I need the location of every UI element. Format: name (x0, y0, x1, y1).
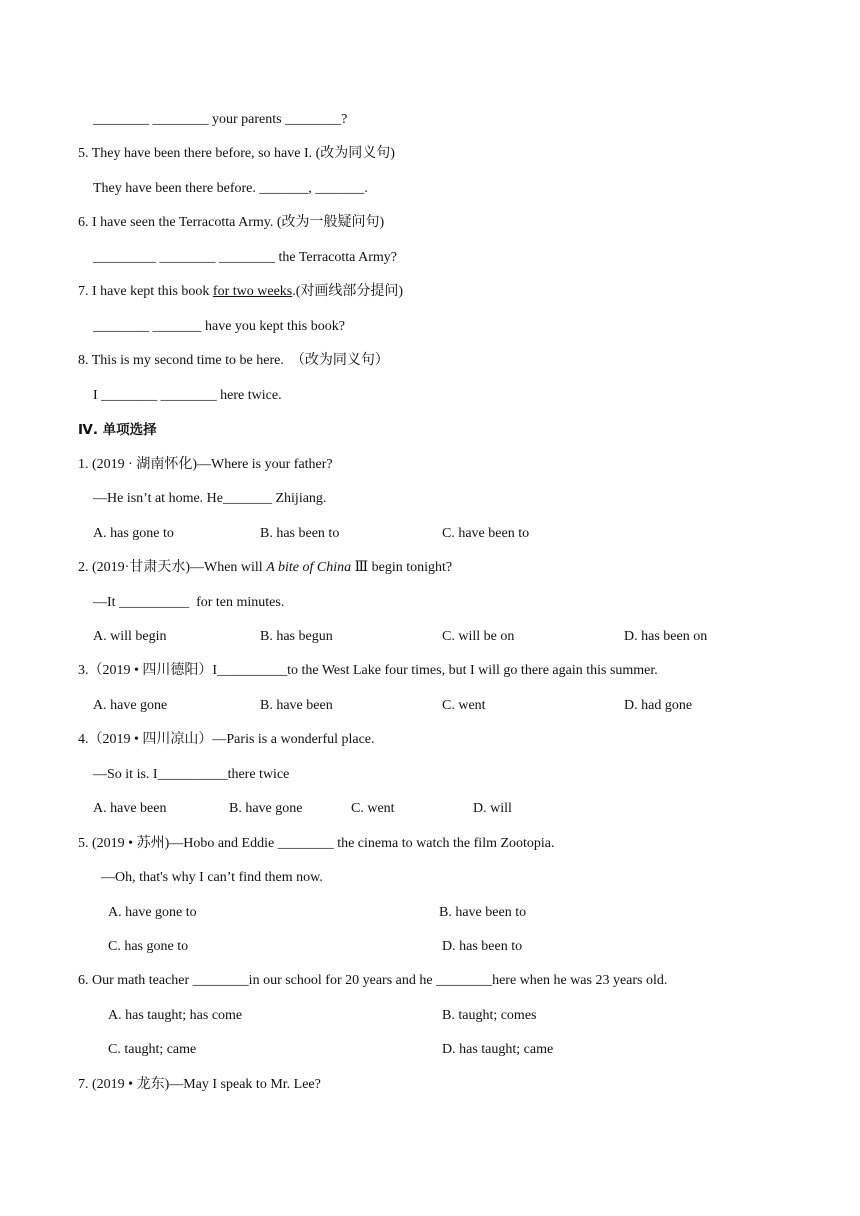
q4-answer-line: ________ ________ your parents ________? (93, 112, 348, 127)
mc2-reply-end: for ten minutes. (189, 595, 285, 610)
mc5-option-a: A. have gone to (108, 905, 197, 920)
mc4-option-c: C. went (351, 801, 395, 816)
mc-question-6: 6. Our math teacher ________in our school for 20 years and he ________here when he was 23 years old. (78, 973, 668, 988)
mc-question-5-reply: —Oh, that's why I can’t find them now. (101, 870, 323, 885)
section-heading: Ⅳ. 单项选择 (78, 422, 157, 438)
mc3-option-d: D. had gone (624, 698, 693, 713)
mc-question-7: 7. (2019 • 龙东)—May I speak to Mr. Lee? (78, 1077, 321, 1092)
mc4-option-b: B. have gone (229, 801, 303, 816)
mc3-blank: __________ (217, 663, 288, 678)
mc2-option-b: B. has begun (260, 629, 333, 644)
question-6: 6. I have seen the Terracotta Army. (改为一般疑问句) (78, 215, 385, 230)
mc2-text-end: Ⅲ begin tonight? (351, 560, 453, 575)
mc3-option-b: B. have been (260, 698, 333, 713)
mc3-text-end: to the West Lake four times, but I will go there again this summer. (287, 663, 658, 678)
mc-question-5: 5. (2019 • 苏州)—Hobo and Eddie ________ the cinema to watch the film Zootopia. (78, 836, 555, 851)
mc1-option-a: A. has gone to (93, 526, 174, 541)
mc-question-1: 1. (2019 · 湖南怀化)—Where is your father? (78, 457, 333, 472)
mc5-option-d: D. has been to (442, 939, 523, 954)
mc2-option-c: C. will be on (442, 629, 515, 644)
mc4-option-d: D. will (473, 801, 512, 816)
mc6-option-c: C. taught; came (108, 1042, 197, 1057)
mc4-blank: __________ (157, 767, 228, 782)
question-8: 8. This is my second time to be here. （改为同义句） (78, 353, 389, 368)
mc-question-2-reply (93, 594, 284, 612)
mc5-option-b: B. have been to (439, 905, 527, 920)
q8-answer-line: I ________ ________ here twice. (93, 388, 282, 403)
q7-instruction: .(对画线部分提问) (292, 284, 404, 299)
mc3-text: 3.（2019 • 四川德阳）I (78, 663, 218, 678)
mc2-blank: __________ (119, 595, 190, 610)
q7-answer-line: ________ _______ have you kept this book? (93, 319, 345, 334)
mc1-option-c: C. have been to (442, 526, 530, 541)
mc-question-1-reply: —He isn’t at home. He_______ Zhijiang. (93, 491, 327, 506)
q5-answer-line: They have been there before. _______, _______. (93, 181, 368, 196)
mc3-option-c: C. went (442, 698, 486, 713)
mc3-option-a: A. have gone (93, 698, 168, 713)
mc-question-2 (78, 559, 452, 577)
q7-underlined-phrase: for two weeks (212, 284, 293, 299)
q7-text: 7. I have kept this book (78, 284, 213, 299)
mc2-text: 2. (2019·甘肃天水)—When will (78, 560, 267, 575)
mc4-reply-start: —So it is. I (93, 767, 158, 782)
mc4-option-a: A. have been (93, 801, 167, 816)
mc-question-3 (78, 662, 658, 680)
mc6-option-b: B. taught; comes (442, 1008, 537, 1023)
mc2-title-italic: A bite of China (266, 560, 352, 575)
question-5: 5. They have been there before, so have I. (改为同义句) (78, 146, 395, 161)
mc2-reply-start: —It (93, 595, 120, 610)
mc6-option-a: A. has taught; has come (108, 1008, 243, 1023)
question-7 (78, 283, 403, 301)
mc2-option-a: A. will begin (93, 629, 167, 644)
q6-answer-line: _________ ________ ________ the Terracotta Army? (93, 250, 397, 265)
mc1-option-b: B. has been to (260, 526, 340, 541)
mc4-reply-end: there twice (227, 767, 290, 782)
mc6-option-d: D. has taught; came (442, 1042, 554, 1057)
mc2-option-d: D. has been on (624, 629, 708, 644)
mc-question-4: 4.（2019 • 四川凉山）—Paris is a wonderful place. (78, 732, 375, 747)
mc-question-4-reply (93, 766, 289, 784)
mc5-option-c: C. has gone to (108, 939, 189, 954)
